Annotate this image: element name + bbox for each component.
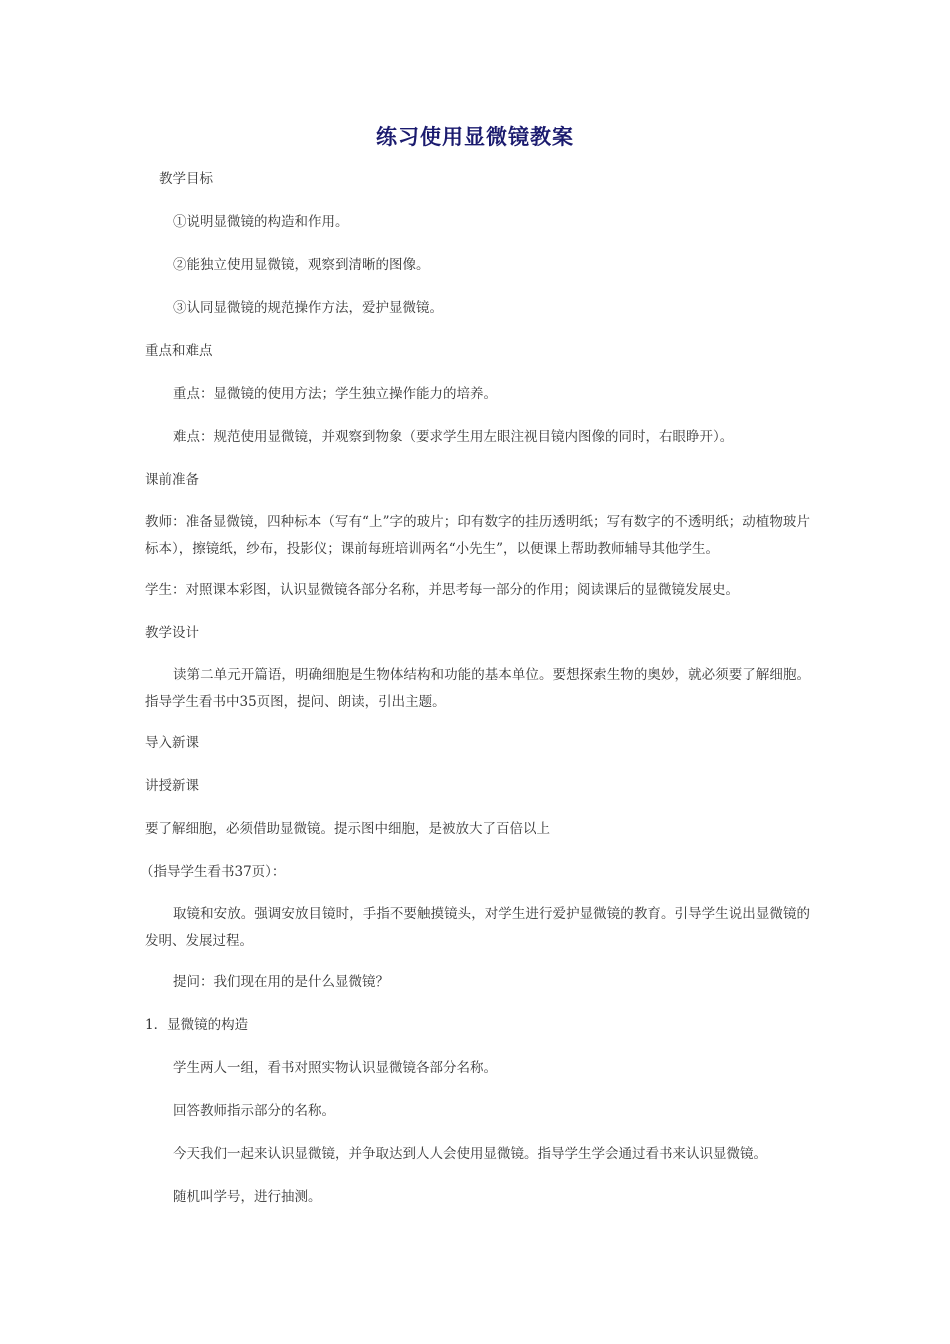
document-title: 练习使用显微镜教案: [376, 125, 574, 149]
structure-text-2: 回答教师指示部分的名称。: [173, 1103, 335, 1119]
key-point-text: 重点：显微镜的使用方法；学生独立操作能力的培养。: [173, 386, 497, 402]
lecture-text-line-1: 要了解细胞，必须借助显微镜。提示图中细胞，是被放大了百倍以上: [145, 821, 550, 837]
handling-paragraph: 取镜和安放。强调安放目镜时，手指不要触摸镜头，对学生进行爱护显微镜的教育。引导学生说出显微镜的发明、发展过程。: [145, 906, 810, 949]
structure-text-3: 今天我们一起来认识显微镜，并争取达到人人会使用显微镜。指导学生学会通过看书来认识显微镜。: [173, 1146, 767, 1162]
difficult-point-text: 难点：规范使用显微镜，并观察到物象（要求学生用左眼注视目镜内图像的同时，右眼睁开）。: [173, 429, 734, 445]
objective-item-1: ①说明显微镜的构造和作用。: [173, 214, 349, 230]
lecture-text-line-2: （指导学生看书37页）：: [140, 864, 286, 880]
teacher-preparation-paragraph: 教师：准备显微镜，四种标本（写有“上”字的玻片；印有数字的挂历透明纸；写有数字的不透明纸；动植物玻片标本），擦镜纸，纱布，投影仪；课前每班培训两名“小先生”，以便课上帮助教师辅导其他学生。: [145, 514, 810, 557]
structure-text-1: 学生两人一组，看书对照实物认识显微镜各部分名称。: [173, 1060, 497, 1076]
design-intro-paragraph: 读第二单元开篇语，明确细胞是生物体结构和功能的基本单位。要想探索生物的奥妙，就必须要了解细胞。指导学生看书中35页图，提问、朗读，引出主题。: [145, 667, 810, 710]
objective-item-3: ③认同显微镜的规范操作方法，爱护显微镜。: [173, 300, 443, 316]
objectives-heading: 教学目标: [159, 171, 213, 187]
design-heading: 教学设计: [145, 625, 199, 641]
question-text: 提问：我们现在用的是什么显微镜？: [173, 974, 389, 990]
key-points-heading: 重点和难点: [145, 343, 213, 359]
structure-text-4: 随机叫学号，进行抽测。: [173, 1189, 322, 1205]
student-preparation-text: 学生：对照课本彩图，认识显微镜各部分名称，并思考每一部分的作用；阅读课后的显微镜发展史。: [145, 582, 739, 598]
objective-item-2: ②能独立使用显微镜，观察到清晰的图像。: [173, 257, 430, 273]
lecture-heading: 讲授新课: [145, 778, 199, 794]
intro-heading: 导入新课: [145, 735, 199, 751]
structure-heading: 1．显微镜的构造: [145, 1017, 249, 1033]
preparation-heading: 课前准备: [145, 472, 199, 488]
